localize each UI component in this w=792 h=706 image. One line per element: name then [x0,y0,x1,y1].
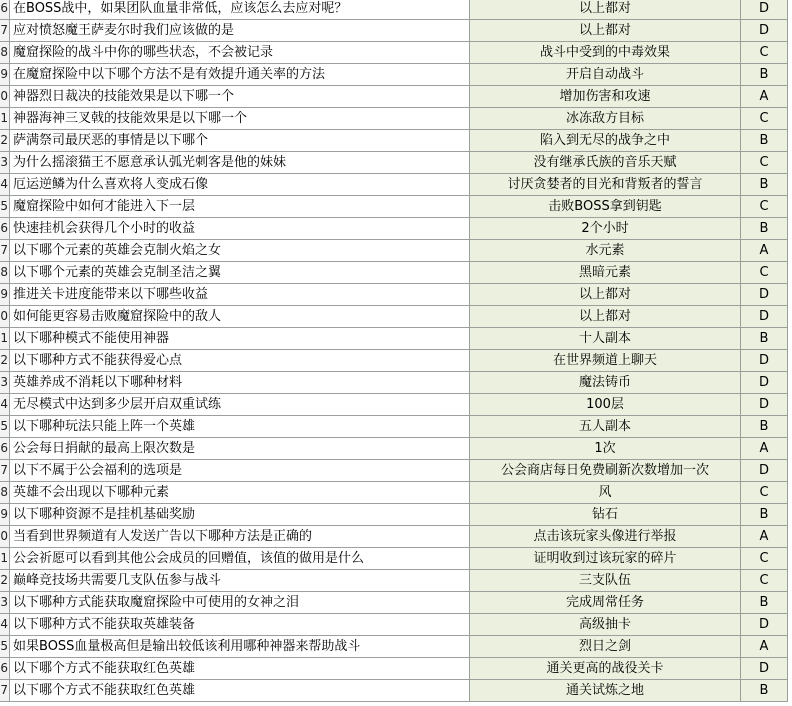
row-number: 5 [0,199,8,213]
question-cell[interactable]: 以下哪种资源不是挂机基础奖励 [10,504,470,526]
table-row [0,218,792,240]
question-cell[interactable]: 无尽模式中达到多少层开启双重试练 [10,394,470,416]
row-number-cell[interactable] [0,526,10,548]
question-cell[interactable]: 以下哪种方式不能获取英雄装备 [10,614,470,636]
table-row [0,592,792,614]
row-number-cell[interactable] [0,636,10,658]
answer-cell[interactable]: 证明收到过该玩家的碎片 [470,548,741,570]
question-cell[interactable]: 当看到世界频道有人发送广告以下哪种方法是正确的 [10,526,470,548]
answer-cell[interactable]: 1次 [470,438,741,460]
row-number: 9 [0,287,8,301]
question-cell[interactable]: 在魔窟探险中以下哪个方法不是有效提升通关率的方法 [10,64,470,86]
row-number-cell[interactable] [0,20,10,42]
table-row [0,20,792,42]
table-row [0,350,792,372]
question-cell[interactable]: 神器烈日裁决的技能效果是以下哪一个 [10,86,470,108]
question-cell[interactable]: 以下哪个元素的英雄会克制火焰之女 [10,240,470,262]
table-row [0,416,792,438]
answer-cell[interactable]: 开启自动战斗 [470,64,741,86]
answer-cell[interactable]: 2个小时 [470,218,741,240]
row-number-cell[interactable] [0,438,10,460]
question-cell[interactable]: 以下哪种方式不能获得爱心点 [10,350,470,372]
table-row [0,680,792,702]
table-row [0,284,792,306]
question-cell[interactable]: 萨满祭司最厌恶的事情是以下哪个 [10,130,470,152]
row-number-cell[interactable] [0,658,10,680]
question-cell[interactable]: 应对愤怒魔王萨麦尔时我们应该做的是 [10,20,470,42]
answer-letter-cell[interactable]: D [741,350,788,372]
row-number: 6 [0,661,8,675]
question-cell[interactable]: 快速挂机会获得几个小时的收益 [10,218,470,240]
question-cell[interactable]: 以下哪个方式不能获取红色英雄 [10,680,470,702]
table-row [0,130,792,152]
question-cell[interactable]: 以下哪个元素的英雄会克制圣洁之翼 [10,262,470,284]
question-cell[interactable]: 魔窟探险的战斗中你的哪些状态，不会被记录 [10,42,470,64]
answer-cell[interactable]: 水元素 [470,240,741,262]
row-number: 7 [0,23,8,37]
answer-cell[interactable]: 三支队伍 [470,570,741,592]
answer-letter-cell[interactable]: C [741,482,788,504]
answer-letter-cell[interactable]: C [741,196,788,218]
row-number: 0 [0,89,8,103]
answer-cell[interactable]: 通关更高的战役关卡 [470,658,741,680]
row-number: 1 [0,331,8,345]
row-number: 8 [0,485,8,499]
answer-letter-cell[interactable]: B [741,130,788,152]
question-cell[interactable]: 以下哪个方式不能获取红色英雄 [10,658,470,680]
answer-cell[interactable]: 增加伤害和攻速 [470,86,741,108]
answer-cell[interactable]: 以上都对 [470,20,741,42]
table-row [0,108,792,130]
row-number-cell[interactable] [0,328,10,350]
table-row [0,240,792,262]
answer-letter-cell[interactable]: B [741,64,788,86]
answer-cell[interactable]: 讨厌贪婪者的目光和背叛者的誓言 [470,174,741,196]
answer-letter-cell[interactable]: D [741,0,788,20]
sheet-right-edge [788,0,792,706]
row-number-cell[interactable] [0,372,10,394]
question-cell[interactable]: 为什么摇滚猫王不愿意承认弧光刺客是他的妹妹 [10,152,470,174]
answer-cell[interactable]: 击败BOSS拿到钥匙 [470,196,741,218]
question-cell[interactable]: 如果BOSS血量极高但是输出较低该利用哪种神器来帮助战斗 [10,636,470,658]
table-row [0,658,792,680]
question-cell[interactable]: 神器海神三叉戟的技能效果是以下哪一个 [10,108,470,130]
table-row [0,548,792,570]
row-number: 7 [0,243,8,257]
answer-cell[interactable]: 陷入到无尽的战争之中 [470,130,741,152]
question-cell[interactable]: 英雄不会出现以下哪种元素 [10,482,470,504]
row-number: 5 [0,639,8,653]
table-row [0,86,792,108]
answer-letter-cell[interactable]: B [741,328,788,350]
answer-cell[interactable]: 钻石 [470,504,741,526]
answer-letter-cell[interactable]: C [741,108,788,130]
row-number-cell[interactable] [0,64,10,86]
answer-letter-cell[interactable]: C [741,570,788,592]
row-number: 4 [0,177,8,191]
row-number-cell[interactable] [0,416,10,438]
answer-letter-cell[interactable]: D [741,658,788,680]
row-number: 8 [0,45,8,59]
row-number-cell[interactable] [0,86,10,108]
answer-cell[interactable]: 没有继承氏族的音乐天赋 [470,152,741,174]
row-number-cell[interactable] [0,130,10,152]
row-number: 1 [0,551,8,565]
row-number: 4 [0,397,8,411]
row-number-cell[interactable] [0,504,10,526]
row-number-cell[interactable] [0,0,10,20]
answer-cell[interactable]: 魔法铸币 [470,372,741,394]
answer-letter-cell[interactable]: D [741,394,788,416]
question-cell[interactable]: 巅峰竞技场共需要几支队伍参与战斗 [10,570,470,592]
row-number: 2 [0,353,8,367]
table-row [0,42,792,64]
answer-cell[interactable]: 高级抽卡 [470,614,741,636]
answer-letter-cell[interactable]: B [741,680,788,702]
answer-letter-cell[interactable]: D [741,306,788,328]
answer-letter-cell[interactable]: B [741,174,788,196]
answer-cell[interactable]: 完成周常任务 [470,592,741,614]
row-number-cell[interactable] [0,174,10,196]
answer-letter-cell[interactable]: B [741,592,788,614]
answer-cell[interactable]: 在世界频道上聊天 [470,350,741,372]
row-number: 6 [0,221,8,235]
row-number: 8 [0,265,8,279]
question-cell[interactable]: 以下不属于公会福利的选项是 [10,460,470,482]
row-number: 9 [0,67,8,81]
row-number-cell[interactable] [0,614,10,636]
table-row [0,174,792,196]
answer-cell[interactable]: 黑暗元素 [470,262,741,284]
answer-letter-cell[interactable]: B [741,416,788,438]
answer-letter-cell[interactable]: A [741,636,788,658]
table-row [0,614,792,636]
table-row [0,636,792,658]
row-number: 5 [0,419,8,433]
answer-letter-cell[interactable]: C [741,42,788,64]
question-cell[interactable]: 厄运逆鳞为什么喜欢将人变成石像 [10,174,470,196]
answer-cell[interactable]: 以上都对 [470,306,741,328]
table-row [0,504,792,526]
table-row [0,306,792,328]
row-number-cell[interactable] [0,306,10,328]
row-number: 0 [0,309,8,323]
row-number-cell[interactable] [0,570,10,592]
row-number-cell[interactable] [0,592,10,614]
answer-cell[interactable]: 烈日之剑 [470,636,741,658]
row-number: 3 [0,595,8,609]
answer-letter-cell[interactable]: D [741,20,788,42]
row-number-cell[interactable] [0,482,10,504]
table-row [0,438,792,460]
row-number: 1 [0,111,8,125]
question-cell[interactable]: 英雄养成不消耗以下哪种材料 [10,372,470,394]
row-number: 7 [0,683,8,697]
question-cell[interactable]: 如何能更容易击败魔窟探险中的敌人 [10,306,470,328]
row-number-cell[interactable] [0,262,10,284]
table-row [0,482,792,504]
row-number-cell[interactable] [0,240,10,262]
row-number-cell[interactable] [0,680,10,702]
answer-letter-cell[interactable]: C [741,262,788,284]
answer-letter-cell[interactable]: C [741,152,788,174]
answer-cell[interactable]: 战斗中受到的中毒效果 [470,42,741,64]
table-row [0,328,792,350]
answer-letter-cell[interactable]: A [741,438,788,460]
table-row [0,526,792,548]
row-number: 2 [0,133,8,147]
row-number-cell[interactable] [0,460,10,482]
answer-letter-cell[interactable]: C [741,548,788,570]
table-row [0,570,792,592]
table-row [0,394,792,416]
answer-cell[interactable]: 通关试炼之地 [470,680,741,702]
row-number: 2 [0,573,8,587]
answer-cell[interactable]: 以上都对 [470,284,741,306]
question-cell[interactable]: 以下哪种模式不能使用神器 [10,328,470,350]
answer-letter-cell[interactable]: A [741,86,788,108]
row-number-cell[interactable] [0,394,10,416]
row-number: 4 [0,617,8,631]
row-number-cell[interactable] [0,350,10,372]
answer-letter-cell[interactable]: B [741,504,788,526]
row-number-cell[interactable] [0,152,10,174]
answer-letter-cell[interactable]: B [741,218,788,240]
question-cell[interactable]: 以下哪种方式能获取魔窟探险中可使用的女神之泪 [10,592,470,614]
table-row [0,196,792,218]
question-cell[interactable]: 公会每日捐献的最高上限次数是 [10,438,470,460]
answer-letter-cell[interactable]: D [741,460,788,482]
answer-letter-cell[interactable]: D [741,284,788,306]
answer-letter-cell[interactable]: A [741,526,788,548]
answer-letter-cell[interactable]: D [741,372,788,394]
row-number: 3 [0,155,8,169]
row-number: 6 [0,441,8,455]
row-number-cell[interactable] [0,42,10,64]
row-number-cell[interactable] [0,108,10,130]
row-number: 0 [0,529,8,543]
row-number-cell[interactable] [0,218,10,240]
table-row [0,262,792,284]
row-number: 6 [0,1,8,15]
answer-cell[interactable]: 100层 [470,394,741,416]
answer-cell[interactable]: 以上都对 [470,0,741,20]
row-number: 3 [0,375,8,389]
table-row [0,152,792,174]
row-number-cell[interactable] [0,284,10,306]
row-number-cell[interactable] [0,548,10,570]
question-cell[interactable]: 公会祈愿可以看到其他公会成员的回赠值，该值的做用是什么 [10,548,470,570]
table-row [0,460,792,482]
answer-cell[interactable]: 风 [470,482,741,504]
answer-cell[interactable]: 十人副本 [470,328,741,350]
answer-cell[interactable]: 冰冻敌方目标 [470,108,741,130]
answer-letter-cell[interactable]: D [741,614,788,636]
question-cell[interactable]: 以下哪种玩法只能上阵一个英雄 [10,416,470,438]
answer-cell[interactable]: 公会商店每日免费刷新次数增加一次 [470,460,741,482]
answer-letter-cell[interactable]: A [741,240,788,262]
question-cell[interactable]: 魔窟探险中如何才能进入下一层 [10,196,470,218]
row-number: 9 [0,507,8,521]
table-row [0,372,792,394]
row-number-cell[interactable] [0,196,10,218]
answer-cell[interactable]: 点击该玩家头像进行举报 [470,526,741,548]
question-cell[interactable]: 推进关卡进度能带来以下哪些收益 [10,284,470,306]
table-row [0,64,792,86]
table-row [0,0,792,20]
answer-cell[interactable]: 五人副本 [470,416,741,438]
row-number: 7 [0,463,8,477]
question-cell[interactable]: 在BOSS战中，如果团队血量非常低，应该怎么去应对呢？ [10,0,470,20]
